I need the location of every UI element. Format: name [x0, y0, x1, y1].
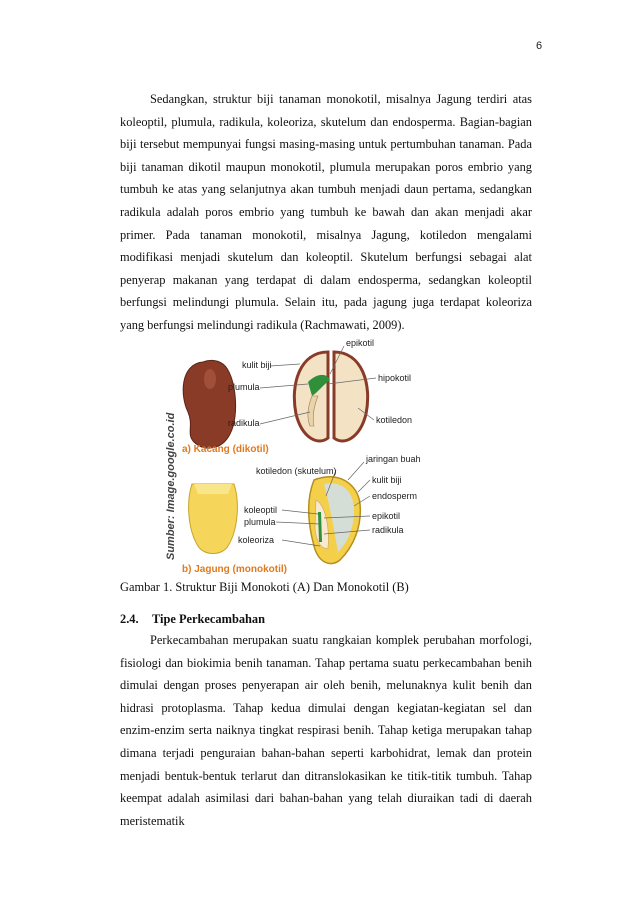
label-koleoptil: koleoptil — [244, 505, 278, 515]
label-radikula-monokotil: radikula — [372, 525, 404, 535]
label-kotiledon-skutelum: kotiledon (skutelum) — [256, 466, 337, 476]
label-epikotil-monokotil: epikotil — [372, 511, 401, 521]
section-title: Tipe Perkecambahan — [152, 612, 266, 626]
paragraph-germination — [120, 629, 532, 832]
paragraph-text: Sedangkan, struktur biji tanaman monokotil, misalnya Jagung terdiri atas koleoptil, plumula, radikula, koleoriza, skutelum dan endosperma. Bagian-bagian biji tersebut mempunyai fungsi masing-masing untuk pertumbuhan tanaman. Pada biji tanaman dikotil maupun monokotil, plumula merupakan poros embrio yang tumbuh ke atas yang selanjutnya akan tumbuh menjadi daun pertama, sedangkan radikula adalah poros embrio yang tumbuh ke bawah dan akan menjadi akar primer. Pada tanaman monokotil, misalnya Jagung, kotiledon mengalami modifikasi menjadi skutelum dan koleoptil. Skutelum berfungsi sebagai alat penyerap makanan yang terdapat di dalam endosperma, sedangkan koleoptil berfungsi melindungi plumula. Selain itu, pada jagung juga terdapat koleoriza yang berfungsi melindungi radikula (Rachmawati, 2009). — [120, 92, 532, 332]
label-plumula-dikotil: plumula — [228, 382, 260, 392]
figure-source-text: Sumber: Image.google.co.id — [165, 412, 177, 560]
label-radikula-dikotil: radikula — [228, 418, 260, 428]
seed-diagram — [158, 334, 492, 580]
label-endosperm: endosperm — [372, 491, 418, 501]
label-kulit-biji-dikotil: kulit biji — [242, 360, 272, 370]
corn-kernel-top — [194, 484, 232, 494]
section-number: 2.4. — [120, 612, 139, 626]
label-a-kacang: a) Kacang (dikotil) — [182, 444, 269, 455]
label-epikotil-dikotil: epikotil — [346, 338, 375, 348]
bean-highlight — [204, 369, 216, 389]
bean-cotyledon-right — [334, 352, 368, 441]
label-b-jagung: b) Jagung (monokotil) — [182, 564, 287, 575]
label-koleoriza: koleoriza — [238, 535, 275, 545]
seed-structure-figure — [158, 334, 492, 580]
paragraph-text: Perkecambahan merupakan suatu rangkaian komplek perubahan morfologi, fisiologi dan biokimia benih tanaman. Tahap pertama suatu perkecambahan benih dimulai dengan proses penyerapan air oleh benih, melunaknya kulit benih dan hidrasi protoplasma. Tahap kedua dimulai dengan kegiatan-kegiatan sel dan enzim-enzim serta naiknya tingkat respirasi benih. Tahap ketiga merupakan tahap dimana terjadi penguraian bahan-bahan seperti karbohidrat, lemak dan protein menjadi bentuk-bentuk terlarut dan ditranslokasikan ke titik-titik tumbuh. Tahap keempat adalah asimilasi dari bahan-bahan yang telah diuraikan tadi di daerah meristematik — [120, 633, 532, 828]
section-heading — [120, 612, 265, 627]
label-kotiledon-dikotil: kotiledon — [376, 415, 413, 425]
label-jaringan-buah: jaringan buah — [366, 454, 421, 464]
figure-caption: Gambar 1. Struktur Biji Monokoti (A) Dan Monokotil (B) — [120, 580, 409, 594]
label-kulit-biji-monokotil: kulit biji — [372, 475, 402, 485]
page-number: 6 — [536, 40, 543, 52]
corn-whole-kernel — [189, 484, 238, 554]
label-hipokotil-dikotil: hipokotil — [378, 373, 412, 383]
bean-cotyledon-left — [294, 352, 328, 441]
paragraph-monokotil-structure — [120, 88, 532, 337]
label-plumula-monokotil: plumula — [244, 517, 276, 527]
